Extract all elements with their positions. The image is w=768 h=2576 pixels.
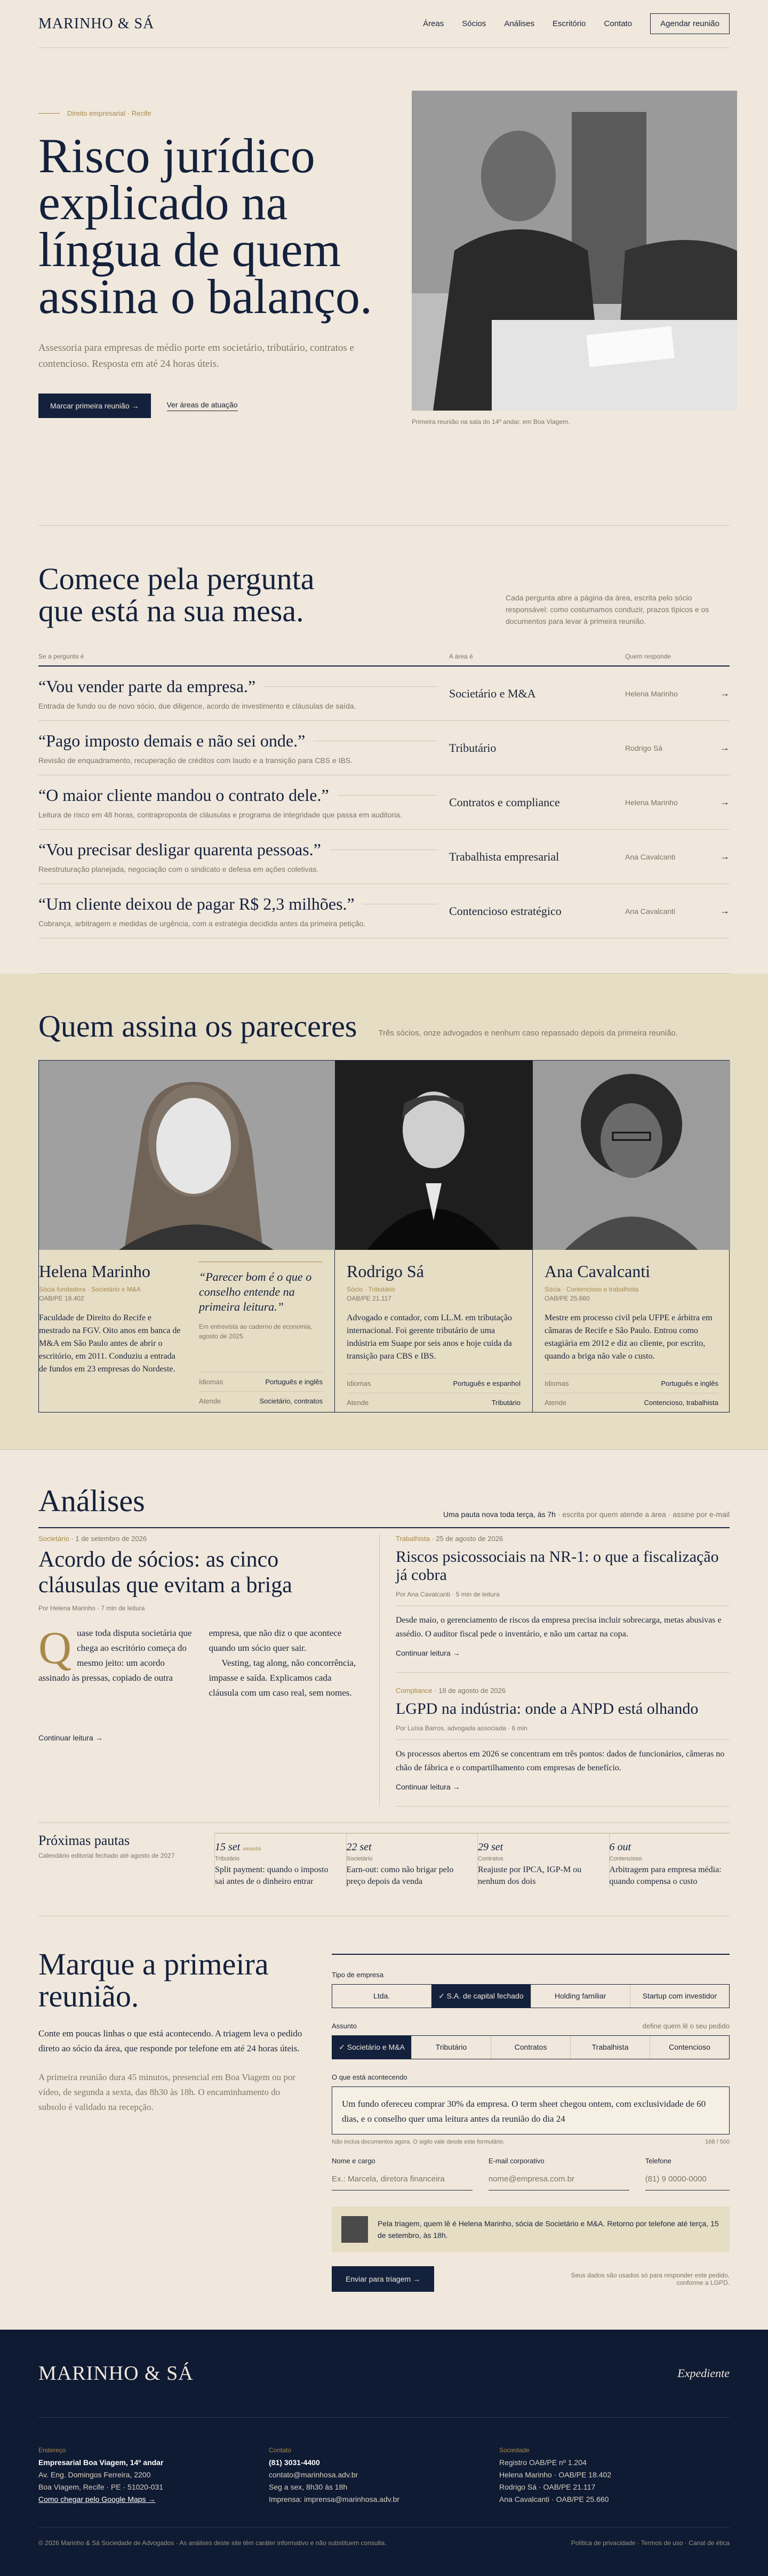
option-contratos[interactable]: Contratos <box>491 2036 571 2059</box>
col-who: Quem responde <box>625 653 671 660</box>
hero-eyebrow <box>38 109 412 117</box>
timeline-topic: Earn-out: como não brigar pelo preço depois da venda <box>346 1865 454 1886</box>
partner-languages: Português e inglês <box>265 1378 323 1386</box>
question-row[interactable] <box>38 830 730 884</box>
photo-caption: Primeira reunião na sala do 14º andar, em Boa Viagem. <box>412 418 570 426</box>
timeline-topic: Split payment: quando o imposto sai antes de o dinheiro entrar <box>215 1865 329 1886</box>
question-area: Contencioso estratégico <box>449 904 562 918</box>
article-byline: Por Luísa Barros, advogada associada · 6 min <box>396 1724 527 1732</box>
questions-intro: Cada pergunta abre a página da área, escrita pelo sócio responsável: como costumamos conduzir, prazos típicos e os documentos para levar à primeira reunião. <box>506 593 709 625</box>
hero-eyebrow-text: Direito empresarial · Recife <box>67 109 151 117</box>
analyses-subscribe[interactable]: · escrita por quem atende a área · assine por e-mail <box>555 1510 730 1519</box>
subject-selector <box>332 2035 730 2059</box>
article-category: Societário <box>38 1535 69 1543</box>
col-question: Se a pergunta é <box>38 653 84 660</box>
arrow-right-icon[interactable]: → <box>720 905 730 916</box>
practice-label: Atende <box>347 1399 369 1407</box>
partner-bio: Advogado e contador, com LL.M. em tributação internacional. Foi gerente tributário de uma indústria em Suape por seis anos e hoje cuida da transição para CBS e IBS. <box>347 1313 512 1361</box>
questions-title: Comece pela pergunta que está na sua mesa. <box>38 561 315 628</box>
press-email[interactable]: Imprensa: imprensa@marinhosa.adv.br <box>269 2495 400 2503</box>
languages-label: Idiomas <box>347 1379 371 1387</box>
legal-links[interactable]: Política de privacidade · Termos de uso · Canal de ética <box>571 2539 730 2547</box>
question-text: “Pago imposto demais e não sei onde.” <box>38 731 306 750</box>
triage-form <box>332 1954 730 2330</box>
article-byline: Por Helena Marinho · 7 min de leitura <box>38 1604 145 1612</box>
schedule-meeting-button[interactable]: Agendar reunião <box>650 13 730 34</box>
nav-item-socios[interactable]: Sócios <box>462 19 486 28</box>
quote-source: Em entrevista ao caderno de economia, agosto de 2025 <box>199 1323 313 1340</box>
article-card[interactable] <box>396 1535 730 1673</box>
portrait-illustration <box>39 1061 335 1250</box>
partner-languages: Português e inglês <box>661 1379 718 1387</box>
question-summary: Reestruturação planejada, negociação com o sindicato e defesa em ações coletivas. <box>38 865 319 873</box>
address-line: Empresarial Boa Viagem, 14º andar <box>38 2458 164 2467</box>
option-contencioso[interactable]: Contencioso <box>669 2043 710 2051</box>
article-card[interactable] <box>396 1673 730 1807</box>
partner-oab: OAB/PE 18.402 <box>39 1295 84 1302</box>
timeline-topic: Arbitragem para empresa média: quando compensa o custo <box>609 1865 722 1886</box>
col-area: A área é <box>449 653 473 660</box>
registration-line: Rodrigo Sá · OAB/PE 21.117 <box>499 2483 596 2491</box>
partner-card[interactable] <box>335 1061 533 1412</box>
question-text: “Vou precisar desligar quarenta pessoas.” <box>38 840 321 859</box>
message-textarea[interactable]: Um fundo ofereceu comprar 30% da empresa. O term sheet chegou ontem, com exclusividade de 60 dias, e o conselho quer uma leitura antes da reunião do dia 24 <box>332 2087 730 2134</box>
partner-role: Sócia fundadora · Societário e M&A <box>39 1286 141 1293</box>
hero-lead: Assessoria para empresas de médio porte em societário, tributário, contratos e contencioso. Resposta em até 24 horas úteis. <box>38 342 354 370</box>
partner-oab: OAB/PE 25.660 <box>545 1295 590 1302</box>
timeline-category: Societário <box>346 1856 373 1862</box>
languages-label: Idiomas <box>545 1379 569 1387</box>
practice-label: Atende <box>199 1397 221 1405</box>
timeline-badge: amanhã <box>243 1845 261 1852</box>
question-row[interactable] <box>38 721 730 775</box>
question-summary: Entrada de fundo ou de novo sócio, due diligence, acordo de investimento e cláusulas de saída. <box>38 702 356 710</box>
hero-section <box>38 48 730 526</box>
timeline-item <box>214 1833 335 1888</box>
question-row[interactable] <box>38 884 730 938</box>
logo[interactable]: MARINHO & SÁ <box>38 15 155 32</box>
partner-role: Sócia · Contencioso e trabalhista <box>545 1286 639 1293</box>
option-societario[interactable]: ✓ Societário e M&A <box>332 2036 412 2059</box>
team-title: Quem assina os pareceres <box>38 1009 357 1044</box>
question-text: “Um cliente deixou de pagar R$ 2,3 milhões.” <box>38 894 355 913</box>
timeline-date: 15 set <box>215 1841 241 1853</box>
question-owner: Helena Marinho <box>625 798 678 807</box>
address-heading: Endereço <box>38 2446 66 2454</box>
subject-hint: define quem lê o seu pedido <box>642 2022 730 2030</box>
site-header <box>38 0 730 48</box>
option-ltda[interactable]: Ltda. <box>332 1985 431 2008</box>
questions-section <box>38 526 730 974</box>
triage-note-text: Pela triagem, quem lê é Helena Marinho, sócia de Societário e M&A. Retorno por telefone até terça, 15 de setembro, às 18h. <box>378 2219 719 2240</box>
partner-oab: OAB/PE 21.117 <box>347 1295 391 1302</box>
footer-signature: Expediente <box>677 2366 730 2380</box>
question-text: “O maior cliente mandou o contrato dele.” <box>38 785 329 805</box>
partner-name: Rodrigo Sá <box>347 1262 424 1281</box>
article-date: · 18 de agosto de 2026 <box>432 1687 506 1695</box>
partner-languages: Português e espanhol <box>453 1379 521 1387</box>
option-holding[interactable]: Holding familiar <box>531 1985 630 2008</box>
address-line: Av. Eng. Domingos Ferreira, 2200 <box>38 2470 151 2479</box>
question-area: Contratos e compliance <box>449 795 560 809</box>
email-link[interactable]: contato@marinhosa.adv.br <box>269 2470 358 2479</box>
name-input[interactable]: Ex.: Marcela, diretora financeira <box>332 2168 473 2190</box>
phone-input[interactable]: (81) 9 0000-0000 <box>645 2168 730 2190</box>
registration-line: Registro OAB/PE nº 1.204 <box>499 2458 587 2467</box>
partner-photo <box>335 1061 532 1250</box>
question-summary: Revisão de enquadramento, recuperação de créditos com laudo e a transição para CBS e IBS. <box>38 756 353 765</box>
article-category: Compliance <box>396 1687 433 1695</box>
phone-label: Telefone <box>645 2157 671 2165</box>
contact-intro: Conte em poucas linhas o que está acontecendo. A triagem leva o pedido direto ao sócio da área, que responde por telefone em até 24 horas úteis. <box>38 2028 302 2053</box>
article-excerpt: uase toda disputa societária que chega ao escritório começa do mesmo jeito: um acordo assinado às pressas, copiado de outra <box>38 1628 192 1683</box>
practice-label: Atende <box>545 1399 567 1407</box>
arrow-right-icon[interactable]: → <box>720 688 730 699</box>
timeline-item <box>609 1833 730 1888</box>
partner-quote: “Parecer bom é o que o conselho entende na primeira leitura.” <box>199 1262 323 1314</box>
phone-link[interactable]: (81) 3031-4400 <box>269 2458 320 2467</box>
partner-photo <box>533 1061 730 1250</box>
article-title[interactable]: Riscos psicossociais na NR-1: o que a fiscalização já cobra <box>396 1548 719 1584</box>
article-byline: Por Ana Cavalcanti · 5 min de leitura <box>396 1591 500 1598</box>
partner-bio: Mestre em processo civil pela UFPE e árbitra em câmaras de Recife e São Paulo. Entrou como estagiária em 2012 e diz ao cliente, por escrito, quando a briga não vale o custo. <box>545 1313 713 1361</box>
contact-details: A primeira reunião dura 45 minutos, presencial em Boa Viagem ou por vídeo, de segunda a sexta, das 8h30 às 18h. O encaminhamento do subsolo é validado na recepção. <box>38 2072 296 2112</box>
arrow-right-icon[interactable]: → <box>720 797 730 807</box>
question-text: “Vou vender parte da empresa.” <box>38 677 256 696</box>
nav-item-areas[interactable]: Áreas <box>423 19 444 28</box>
company-type-label: Tipo de empresa <box>332 1971 384 1979</box>
char-counter: 168 / 500 <box>705 2139 730 2145</box>
timeline-topic: Reajuste por IPCA, IGP-M ou nenhum dos dois <box>478 1865 582 1886</box>
partner-practice: Contencioso, trabalhista <box>644 1399 718 1407</box>
analyses-subtitle <box>443 1510 730 1519</box>
hero-title: Risco jurídico explicado na língua de quem assina o balanço. <box>38 129 372 324</box>
partner-practice: Tributário <box>491 1399 521 1407</box>
contact-section <box>38 1916 730 2330</box>
timeline-date: 29 set <box>478 1841 503 1853</box>
timeline-category: Contencioso <box>609 1856 642 1862</box>
partner-card[interactable] <box>39 1061 335 1412</box>
option-sa[interactable]: ✓ S.A. de capital fechado <box>431 1985 531 2008</box>
article-date: · 1 de setembro de 2026 <box>69 1535 147 1543</box>
main-nav <box>423 13 730 34</box>
article-title[interactable]: Acordo de sócios: as cinco cláusulas que evitam a briga <box>38 1547 292 1598</box>
article-excerpt: Os processos abertos em 2026 se concentram em três pontos: dados de funcionários, câmeras no chão de fábrica e o compartilhamento com empresas de benefício. <box>396 1739 730 1775</box>
office-hours: Seg a sex, 8h30 às 18h <box>269 2483 348 2491</box>
partner-card[interactable] <box>533 1061 730 1412</box>
registration-line: Ana Cavalcanti · OAB/PE 25.660 <box>499 2495 609 2503</box>
address-line: Boa Viagem, Recife · PE · 51020-031 <box>38 2483 163 2491</box>
languages-label: Idiomas <box>199 1378 223 1386</box>
handshake-photo-illustration <box>412 91 737 411</box>
nav-item-analises[interactable]: Análises <box>504 19 535 28</box>
partner-name: Helena Marinho <box>39 1262 150 1281</box>
team-section <box>0 974 768 1450</box>
question-owner: Ana Cavalcanti <box>625 852 676 861</box>
avatar <box>341 2216 368 2243</box>
timeline-date: 6 out <box>609 1841 631 1853</box>
email-input[interactable]: nome@empresa.com.br <box>489 2168 629 2190</box>
partner-name: Ana Cavalcanti <box>545 1262 651 1281</box>
timeline-line <box>214 1833 730 1834</box>
upcoming-topics <box>38 1823 730 1888</box>
partner-photo <box>39 1061 334 1250</box>
nav-item-escritorio[interactable]: Escritório <box>553 19 586 28</box>
article-excerpt: empresa, que não diz o que acontece quando um sócio quer sair. <box>209 1628 342 1653</box>
partner-role: Sócio · Tributário <box>347 1286 395 1293</box>
firm-heading: Sociedade <box>499 2446 530 2454</box>
article-excerpt: Vesting, tag along, não concorrência, impasse e saída. Explicamos cada cláusula com um caso real, sem nomes. <box>209 1658 356 1698</box>
question-summary: Cobrança, arbitragem e medidas de urgência, com a estratégia decidida antes da primeira petição. <box>38 919 366 928</box>
option-trabalhista[interactable]: Trabalhista <box>571 2036 650 2059</box>
timeline-category: Contratos <box>478 1856 503 1862</box>
analyses-section <box>38 1450 730 1916</box>
questions-header <box>38 653 730 667</box>
timeline-item <box>346 1833 467 1888</box>
question-summary: Leitura de risco em 48 horas, contraproposta de cláusulas e programa de integridade que passa em auditoria. <box>38 810 402 819</box>
continue-reading-link[interactable]: Continuar leitura → <box>38 1734 103 1742</box>
upcoming-subtitle: Calendário editorial fechado até agosto de 2027 <box>38 1852 175 1859</box>
portrait-illustration <box>335 1061 533 1250</box>
partner-practice: Societário, contratos <box>259 1397 323 1405</box>
team-subtitle: Três sócios, onze advogados e nenhum caso repassado depois da primeira reunião. <box>378 1029 678 1038</box>
timeline-item <box>477 1833 598 1888</box>
first-meeting-button[interactable]: Marcar primeira reunião → <box>38 394 151 418</box>
message-hint: Não inclua documentos agora. O sigilo vale desde este formulário. <box>332 2139 505 2145</box>
option-startup[interactable]: Startup com investidor <box>642 1992 717 2000</box>
drop-cap: Q <box>38 1622 72 1673</box>
analyses-schedule: Uma pauta nova toda terça, às 7h <box>443 1510 556 1519</box>
see-areas-link[interactable]: Ver áreas de atuação <box>167 400 238 411</box>
option-tributario[interactable]: Tributário <box>412 2036 491 2059</box>
company-type-selector <box>332 1984 730 2008</box>
question-area: Trabalhista empresarial <box>449 849 559 863</box>
continue-reading-link[interactable]: Continuar leitura → <box>396 1783 460 1791</box>
article-title[interactable]: LGPD na indústria: onde a ANPD está olhando <box>396 1700 699 1718</box>
contact-heading: Contato <box>269 2446 292 2454</box>
article-excerpt: Desde maio, o gerenciamento de riscos da empresa precisa incluir sobrecarga, metas abusivas e assédio. O auditor fiscal pede o inventário, e não um cartaz na copa. <box>396 1606 730 1641</box>
question-owner: Helena Marinho <box>625 689 678 698</box>
article-category: Trabalhista <box>396 1535 430 1543</box>
triage-note <box>332 2206 730 2252</box>
question-owner: Ana Cavalcanti <box>625 906 676 916</box>
question-area: Societário e M&A <box>449 686 536 700</box>
submit-button[interactable]: Enviar para triagem → <box>332 2266 434 2292</box>
footer-logo[interactable]: MARINHO & SÁ <box>38 2362 194 2385</box>
email-label: E-mail corporativo <box>488 2157 545 2165</box>
partner-bio: Faculdade de Direito do Recife e mestrado na FGV. Oito anos em banca de M&A em São Paulo antes de abrir o escritório, em 2011. Conduziu a entrada de fundos em 23 empresas do Nordeste. <box>39 1313 181 1374</box>
question-row[interactable] <box>38 775 730 830</box>
continue-reading-link[interactable]: Continuar leitura → <box>396 1649 460 1657</box>
nav-item-contato[interactable]: Contato <box>604 19 633 28</box>
privacy-note: Seus dados são usados só para responder este pedido, conforme a LGPD. <box>571 2272 730 2286</box>
contact-title: Marque a primeira reunião. <box>38 1947 269 2013</box>
timeline-date: 22 set <box>346 1841 372 1853</box>
copyright: © 2026 Marinho & Sá Sociedade de Advogados · As análises deste site têm caráter informativo e não substituem consulta. <box>38 2539 387 2547</box>
hero-photo <box>412 91 737 411</box>
question-owner: Rodrigo Sá <box>625 743 663 752</box>
arrow-right-icon[interactable]: → <box>720 742 730 753</box>
name-label: Nome e cargo <box>332 2157 375 2165</box>
lead-article[interactable] <box>38 1535 380 1807</box>
message-label: O que está acontecendo <box>332 2073 407 2081</box>
maps-link[interactable]: Como chegar pelo Google Maps → <box>38 2495 156 2503</box>
article-date: · 25 de agosto de 2026 <box>429 1535 503 1543</box>
portrait-illustration <box>533 1061 730 1250</box>
question-row[interactable] <box>38 667 730 721</box>
upcoming-title: Próximas pautas <box>38 1833 130 1848</box>
arrow-right-icon[interactable]: → <box>720 851 730 862</box>
question-area: Tributário <box>449 741 497 755</box>
site-footer <box>0 2330 768 2576</box>
registration-line: Helena Marinho · OAB/PE 18.402 <box>499 2470 612 2479</box>
partners-grid <box>38 1060 730 1413</box>
analyses-title: Análises <box>38 1483 145 1518</box>
timeline-category: Tributário <box>215 1856 240 1862</box>
subject-label: Assunto <box>332 2022 357 2030</box>
